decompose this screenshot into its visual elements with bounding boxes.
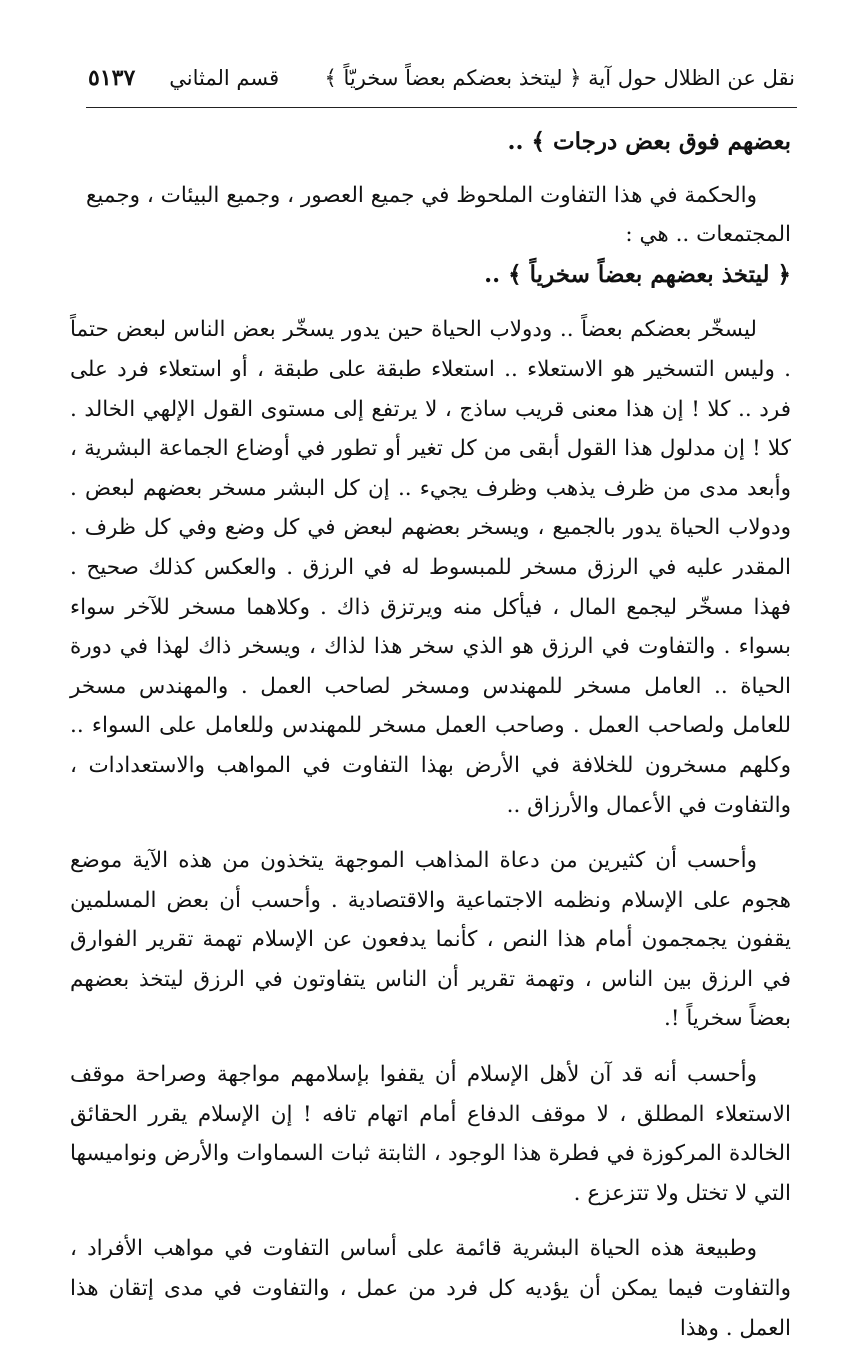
page-number: ٥١٣٧ <box>88 65 136 91</box>
paragraph-4: وأحسب أنه قد آن لأهل الإسلام أن يقفوا بإسلامهم مواجهة وصراحة موقف الاستعلاء المطلق ، لا موقف الدفاع أمام اتهام تافه ! إن الإسلام يقرر الحقائق الخالدة المركوزة في فطرة هذا الوجود ، الثابتة ثبات السماوات والأرض ونواميسها التي لا تختل ولا تتزعزع . <box>70 1062 791 1206</box>
header-divider <box>86 107 797 108</box>
paragraph-3: وأحسب أن كثيرين من دعاة المذاهب الموجهة يتخذون من هذه الآية موضع هجوم على الإسلام ونظمه الاجتماعية والاقتصادية . وأحسب أن بعض المسلمين يقفون يجمجمون أمام هذا النص ، كأنما يدفعون عن الإسلام تهمة تقرير الفوارق في الرزق بين الناس ، وتهمة تقرير أن الناس يتفاوتون في الرزق ليتخذ بعضهم بعضاً سخرياً !. <box>70 848 791 1032</box>
section-name: قسم المثاني <box>169 66 280 90</box>
header-title-group <box>324 66 795 90</box>
verse-quote: ﴿ ليتخذ بعضهم بعضاً سخرياً ﴾ .. <box>484 260 791 288</box>
paragraph-1-line-1: والحكمة في هذا التفاوت الملحوظ في جميع العصور ، وجميع البيئات ، وجميع <box>85 182 757 208</box>
header-meta-group <box>88 65 279 91</box>
paragraph-5: وطبيعة هذه الحياة البشرية قائمة على أساس التفاوت في مواهب الأفراد ، والتفاوت فيما يمكن أن يؤديه كل فرد من عمل ، والتفاوت في مدى إتقان هذا العمل . وهذا <box>70 1236 791 1341</box>
header-title: نقل عن الظلال حول آية ﴿ ليتخذ بعضكم بعضاً سخريّاً ﴾ <box>324 66 795 90</box>
running-header <box>88 58 795 98</box>
paragraph-1-line-2: المجتمعات .. هي : <box>625 222 791 248</box>
body-text <box>70 122 791 1348</box>
verse-ending: بعضهم فوق بعض درجات ﴾ .. <box>507 128 791 155</box>
paragraph-2: ليسخّر بعضكم بعضاً .. ودولاب الحياة حين يدور يسخّر بعض الناس لبعض حتماً . وليس التسخير هو الاستعلاء .. استعلاء طبقة على طبقة ، أو استعلاء فرد على فرد .. كلا ! إن هذا معنى قريب ساذج ، لا يرتفع إلى مستوى القول الإلهي الخالد . كلا ! إن مدلول هذا القول أبقى من كل تغير أو تطور في أوضاع الجماعة البشرية ، وأبعد مدى من ظرف يذهب وظرف يجيء .. إن كل البشر مسخر بعضهم لبعض . ودولاب الحياة يدور بالجميع ، ويسخر بعضهم لبعض في كل وضع وفي كل ظرف . المقدر عليه في الرزق مسخر للمبسوط له في الرزق . والعكس كذلك صحيح . فهذا مسخّر ليجمع المال ، فيأكل منه ويرتزق ذاك . وكلاهما مسخر للآخر سواء بسواء . والتفاوت في الرزق هو الذي سخر هذا لذاك ، ويسخر ذاك لهذا في دورة الحياة .. العامل مسخر للمهندس ومسخر لصاحب العمل . والمهندس مسخر للعامل ولصاحب العمل . وصاحب العمل مسخر للمهندس وللعامل على السواء .. وكلهم مسخرون للخلافة في الأرض بهذا التفاوت في المواهب والاستعدادات ، والتفاوت في الأعمال والأرزاق .. <box>70 317 791 818</box>
